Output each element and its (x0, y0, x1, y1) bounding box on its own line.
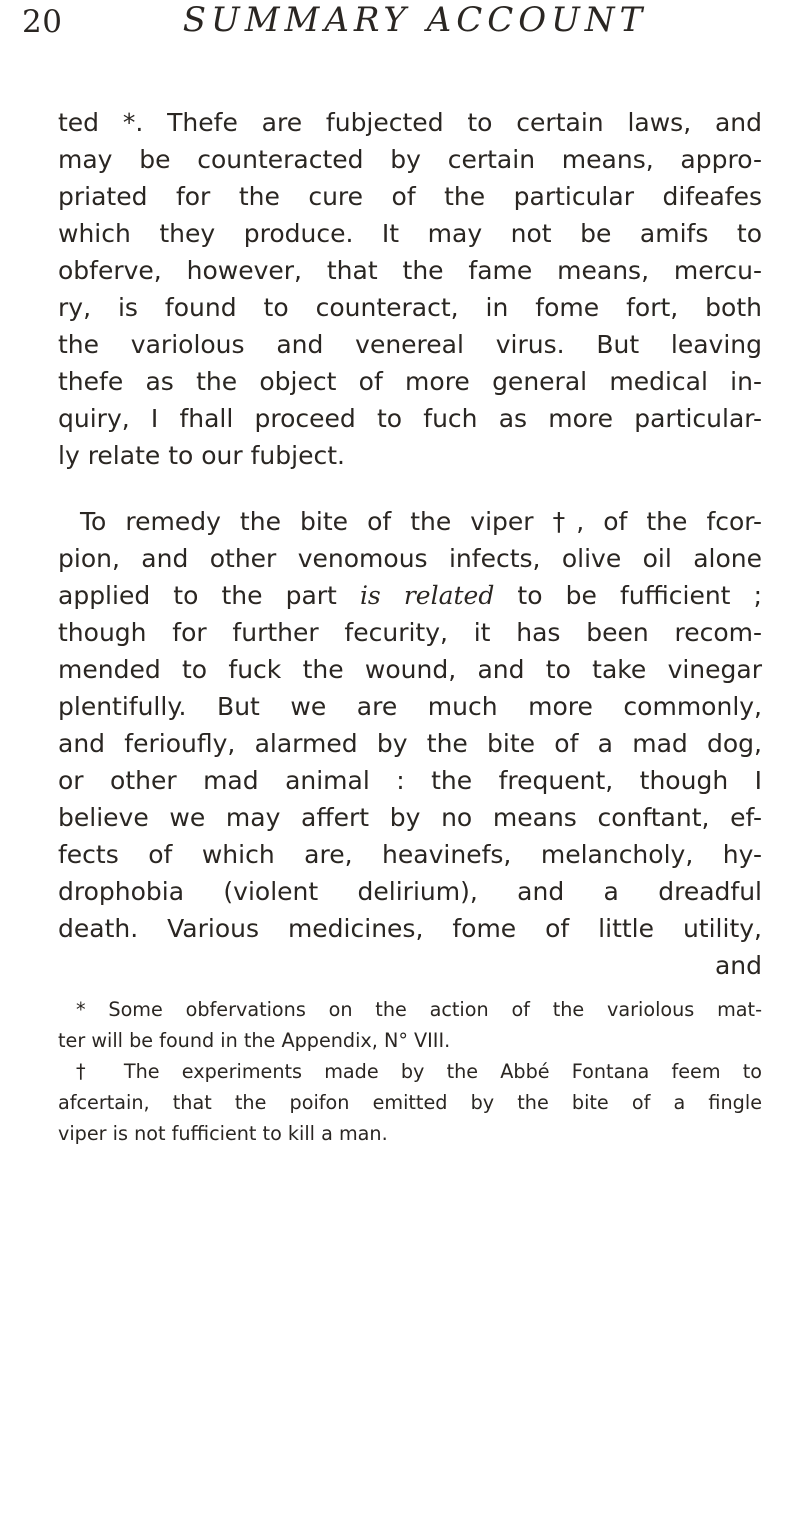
text-line: though for further fecurity, it has been recom- (58, 618, 762, 647)
text-line: which they produce. It may not be amifs to (58, 219, 762, 248)
text-line: plentifully. But we are much more commonly, (58, 692, 762, 721)
italic-phrase: is related (359, 581, 495, 610)
text-line: ry, is found to counteract, in fome fort, both (58, 293, 762, 322)
catchword: and (714, 951, 762, 980)
text-line: thefe as the object of more general medical in- (58, 367, 762, 396)
text-line: or other mad animal : the frequent, though I (58, 766, 762, 795)
page-number: 20 (22, 4, 63, 40)
page-header (0, 0, 800, 80)
text-line: death. Various medicines, fome of little utility, (58, 914, 762, 943)
text-line: obferve, however, that the fame means, mercu- (58, 256, 762, 285)
footnote-line: afcertain, that the poifon emitted by the bite of a fingle (58, 1091, 762, 1114)
running-head: SUMMARY ACCOUNT (182, 0, 648, 40)
footnote-line: viper is not fufficient to kill a man. (58, 1122, 388, 1145)
text-line: priated for the cure of the particular difeafes (58, 182, 762, 211)
text-line: ly relate to our fubject. (58, 441, 345, 470)
text-segment: to be fufficient ; (494, 581, 762, 610)
footnote-line: ter will be found in the Appendix, N° VIII. (58, 1029, 451, 1052)
footnote-line: * Some obfervations on the action of the variolous mat- (76, 998, 762, 1021)
text-line: believe we may affert by no means conftant, ef- (58, 803, 762, 832)
text-line: mended to fuck the wound, and to take vinegar (58, 655, 762, 684)
text-line: pion, and other venomous infects, olive oil alone (58, 544, 762, 573)
text-line: quiry, I fhall proceed to fuch as more particular- (58, 404, 762, 433)
text-line: fects of which are, heavinefs, melancholy, hy- (58, 840, 762, 869)
text-line: and ferioufly, alarmed by the bite of a mad dog, (58, 729, 762, 758)
text-line: To remedy the bite of the viper †, of the fcor- (80, 507, 762, 536)
text-line: ted *. Thefe are fubjected to certain laws, and (58, 108, 762, 137)
text-line: drophobia (violent delirium), and a dreadful (58, 877, 762, 906)
text-line: the variolous and venereal virus. But leaving (58, 330, 762, 359)
text-line: may be counteracted by certain means, appro- (58, 145, 762, 174)
text-line-with-italic (58, 579, 762, 613)
footnote-line: † The experiments made by the Abbé Fontana feem to (76, 1060, 762, 1083)
text-segment: applied to the part (58, 581, 360, 610)
